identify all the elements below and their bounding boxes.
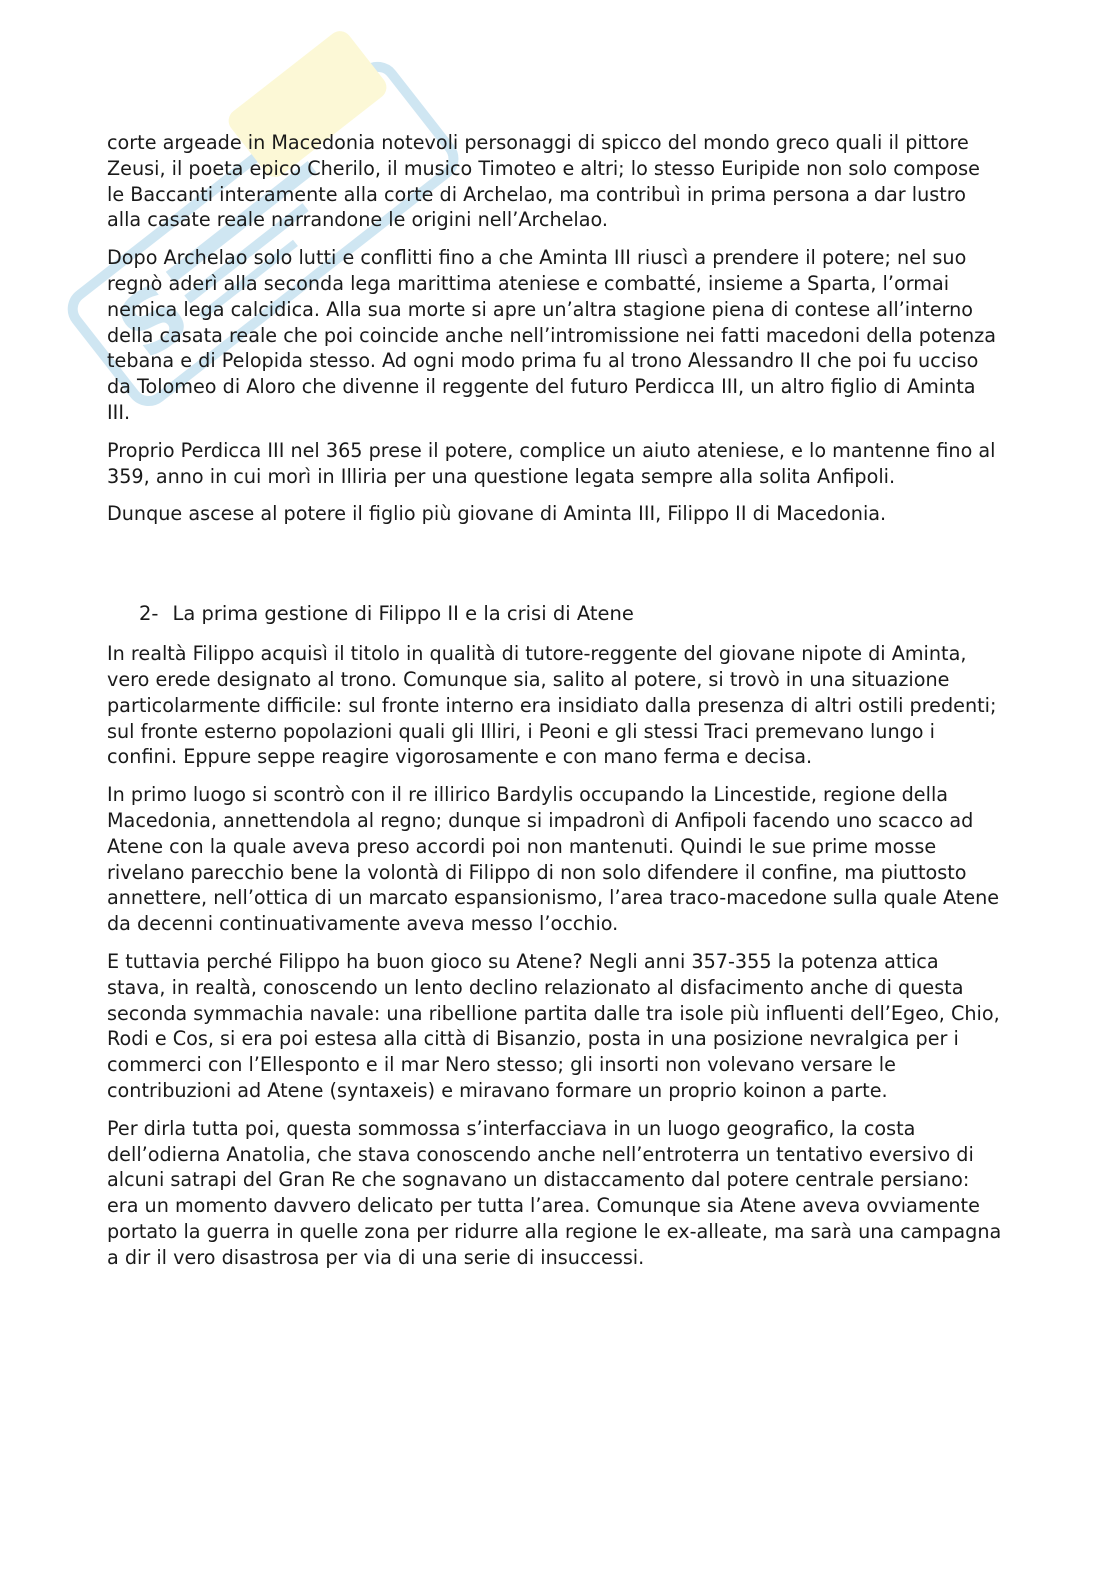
paragraph-anatolia: Per dirla tutta poi, questa sommossa s’interfacciava in un luogo geografico, la costa dell’odierna Anatolia, che stava conoscendo anche nell’entroterra un tentativo eversivo di alcuni satrapi del Gran Re che sognavano un distaccamento dal potere centrale persiano: era un momento davvero delicato per tutta l’area. Comunque sia Atene aveva ovviamente portato la guerra in quelle zona per ridurre alla regione le ex-alleate, ma sarà una campagna a dir il vero disastrosa per via di una serie di insuccessi. [107, 1116, 1002, 1269]
section-heading [107, 601, 1002, 627]
svg-text:S: S [99, 263, 208, 379]
paragraph-filippo-ascent: Dunque ascese al potere il figlio più giovane di Aminta III, Filippo II di Macedonia. [107, 502, 887, 526]
paragraph-bardylis: In primo luogo si scontrò con il re illirico Bardylis occupando la Lincestide, regione della Macedonia, annettendola al regno; dunque si impadronì di Anfipoli facendo uno scacco ad Atene con la quale aveva preso accordi poi non mantenuti. Quindi le sue prime mosse rivelano parecchio bene la volontà di Filippo di non solo difendere il confine, ma piuttosto annettere, nell’ottica di un marcato espansionismo, l’area traco-macedone sulla quale Atene da decenni continuativamente aveva messo l’occhio. [107, 783, 1000, 936]
paragraph-perdicca-iii: Proprio Perdicca III nel 365 prese il potere, complice un aiuto ateniese, e lo mantenne fino al 359, anno in cui morì in Illiria per una questione legata sempre alla solita Anfipoli. [107, 438, 996, 488]
paragraph-archelao-court: corte argeade in Macedonia notevoli personaggi di spicco del mondo greco quali il pittore Zeusi, il poeta epico Cherilo, il musico Timoteo e altri; lo stesso Euripide non solo compose le Baccanti interamente alla corte di Archelao, ma contribuì in prima persona a dar lustro alla casate reale narrandone le origini nell’Archelao. [107, 131, 980, 232]
section-title: La prima gestione di Filippo II e la crisi di Atene [172, 602, 634, 626]
paragraph-atene-declino: E tuttavia perché Filippo ha buon gioco su Atene? Negli anni 357-355 la potenza attica stava, in realtà, conoscendo un lento declino relazionato al disfacimento anche di questa seconda symmachia navale: una ribellione partita dalle tra isole più influenti dell’Egeo, Chio, Rodi e Cos, si era poi estesa alla città di Bisanzio, posta in una posizione nevralgica per i commerci con l’Ellesponto e il mar Nero stesso; gli insorti non volevano versare le contribuzioni ad Atene (syntaxeis) e miravano formare un proprio koinon a parte. [107, 949, 1000, 1102]
paragraph-tutore-reggente: In realtà Filippo acquisì il titolo in qualità di tutore-reggente del giovane nipote di Aminta, vero erede designato al trono. Comunque sia, salito al potere, si trovò in una situazione particolarmente difficile: sul fronte interno era insidiato dalla presenza di altri ostili predenti; sul fronte esterno popolazioni quali gli Illiri, i Peoni e gli stessi Traci premevano lungo i confini. Eppure seppe reagire vigorosamente e con mano ferma e decisa. [107, 642, 997, 769]
section-spacer [107, 527, 1002, 595]
paragraph-aminta-iii: Dopo Archelao solo lutti e conflitti fino a che Aminta III riuscì a prendere il potere; nel suo regnò aderì alla seconda lega marittima ateniese e combatté, insieme a Sparta, l’ormai nemica lega calcidica. Alla sua morte si apre un’altra stagione piena di contese all’interno della casata reale che poi coincide anche nell’intromissione nei fatti macedoni della potenza tebana e di Pelopida stesso. Ad ogni modo prima fu al trono Alessandro II che poi fu ucciso da Tolomeo di Aloro che divenne il reggente del futuro Perdicca III, un altro figlio di Aminta III. [107, 246, 996, 424]
section-number: 2- [139, 602, 159, 626]
document-body [107, 130, 1002, 1282]
